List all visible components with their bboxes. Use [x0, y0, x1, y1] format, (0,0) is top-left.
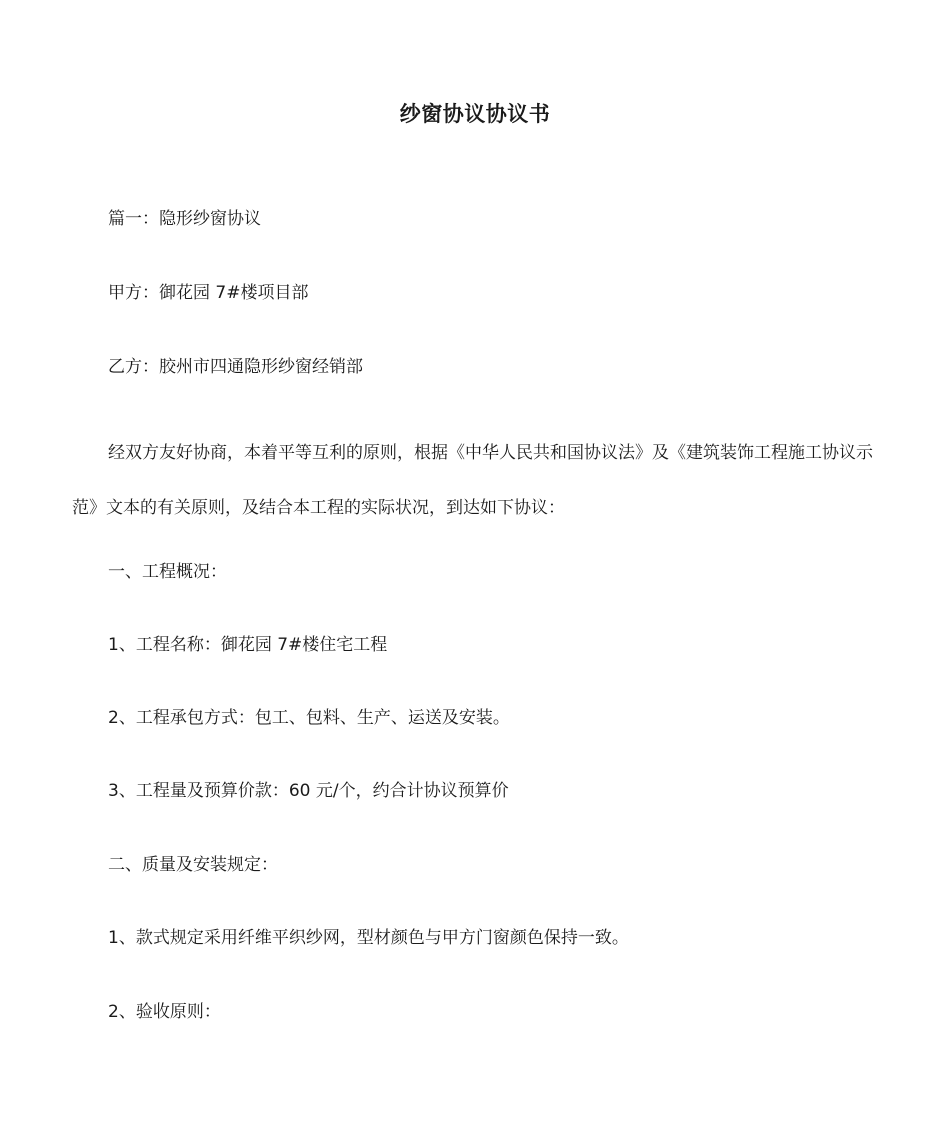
party-a: 甲方：御花园 7#楼项目部 — [108, 283, 309, 303]
section-1-item-3: 3、工程量及预算价款：60 元/个，约合计协议预算价 — [108, 781, 509, 801]
intro-paragraph: 经双方友好协商，本着平等互利的原则，根据《中华人民共和国协议法》及《建筑装饰工程施工协议示范》文本的有关原则，及结合本工程的实际状况，到达如下协议： — [72, 443, 873, 518]
section-1-item-1: 1、工程名称：御花园 7#楼住宅工程 — [108, 635, 388, 655]
section-1-heading: 一、工程概况： — [108, 562, 227, 582]
section-1-item-2: 2、工程承包方式：包工、包料、生产、运送及安装。 — [108, 708, 510, 728]
party-b: 乙方：胶州市四通隐形纱窗经销部 — [108, 357, 363, 377]
section-2-item-1: 1、款式规定采用纤维平织纱网，型材颜色与甲方门窗颜色保持一致。 — [108, 928, 629, 948]
document-title: 纱窗协议协议书 — [399, 102, 551, 126]
section-2-heading: 二、质量及安装规定： — [108, 855, 278, 875]
section-2-item-2: 2、验收原则： — [108, 1002, 221, 1022]
chapter-heading: 篇一：隐形纱窗协议 — [108, 209, 261, 229]
